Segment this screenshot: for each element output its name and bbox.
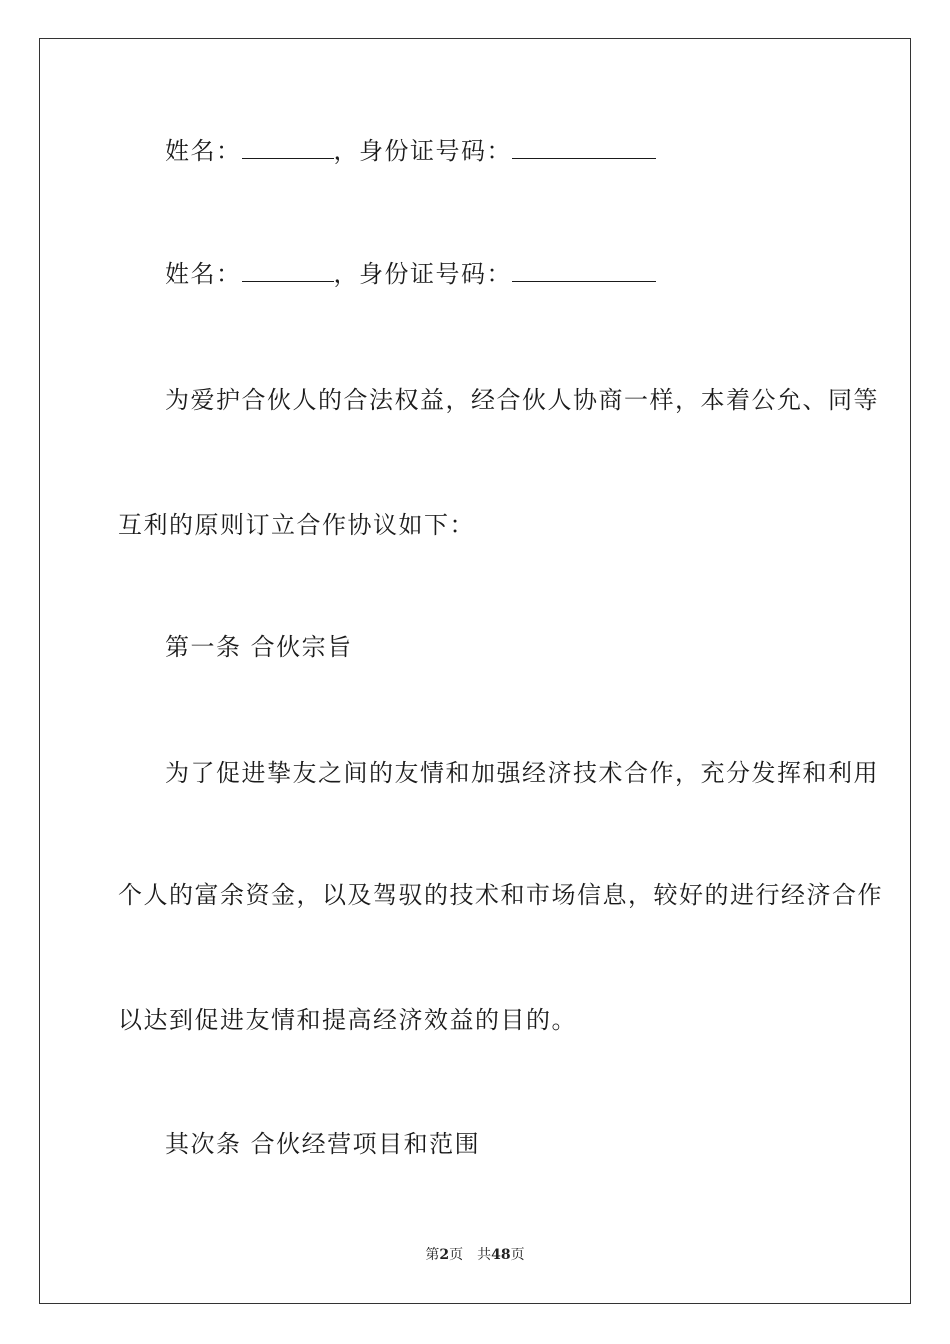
name-blank[interactable] bbox=[242, 136, 334, 159]
paragraph-line: 为了促进挚友之间的友情和加强经济技术合作，充分发挥和利用 bbox=[165, 759, 879, 787]
total-prefix: 共 bbox=[477, 1247, 492, 1263]
id-label: ，身份证号码： bbox=[333, 137, 512, 165]
paragraph-line: 以达到促进友情和提高经济效益的目的。 bbox=[118, 1006, 577, 1034]
name-label: 姓名： bbox=[165, 260, 242, 288]
total-pages: 48 bbox=[491, 1247, 511, 1263]
page-frame bbox=[39, 38, 911, 1304]
id-blank[interactable] bbox=[512, 259, 656, 282]
total-suffix: 页 bbox=[510, 1247, 525, 1263]
section-heading: 其次条 合伙经营项目和范围 bbox=[165, 1130, 481, 1158]
name-label: 姓名： bbox=[165, 137, 242, 165]
party-line-2 bbox=[165, 259, 656, 289]
party-line-1 bbox=[165, 136, 656, 166]
page-prefix: 第 bbox=[425, 1247, 440, 1263]
paragraph-line: 为爱护合伙人的合法权益，经合伙人协商一样，本着公允、同等 bbox=[165, 386, 879, 414]
page-suffix: 页 bbox=[449, 1247, 464, 1263]
paragraph-line: 个人的富余资金，以及驾驭的技术和市场信息，较好的进行经济合作 bbox=[118, 881, 883, 909]
name-blank[interactable] bbox=[242, 259, 334, 282]
paragraph-line: 互利的原则订立合作协议如下： bbox=[118, 511, 475, 539]
id-label: ，身份证号码： bbox=[333, 260, 512, 288]
id-blank[interactable] bbox=[512, 136, 656, 159]
page-number: 2 bbox=[439, 1247, 450, 1263]
page-footer bbox=[0, 1246, 950, 1264]
section-heading: 第一条 合伙宗旨 bbox=[165, 633, 353, 661]
